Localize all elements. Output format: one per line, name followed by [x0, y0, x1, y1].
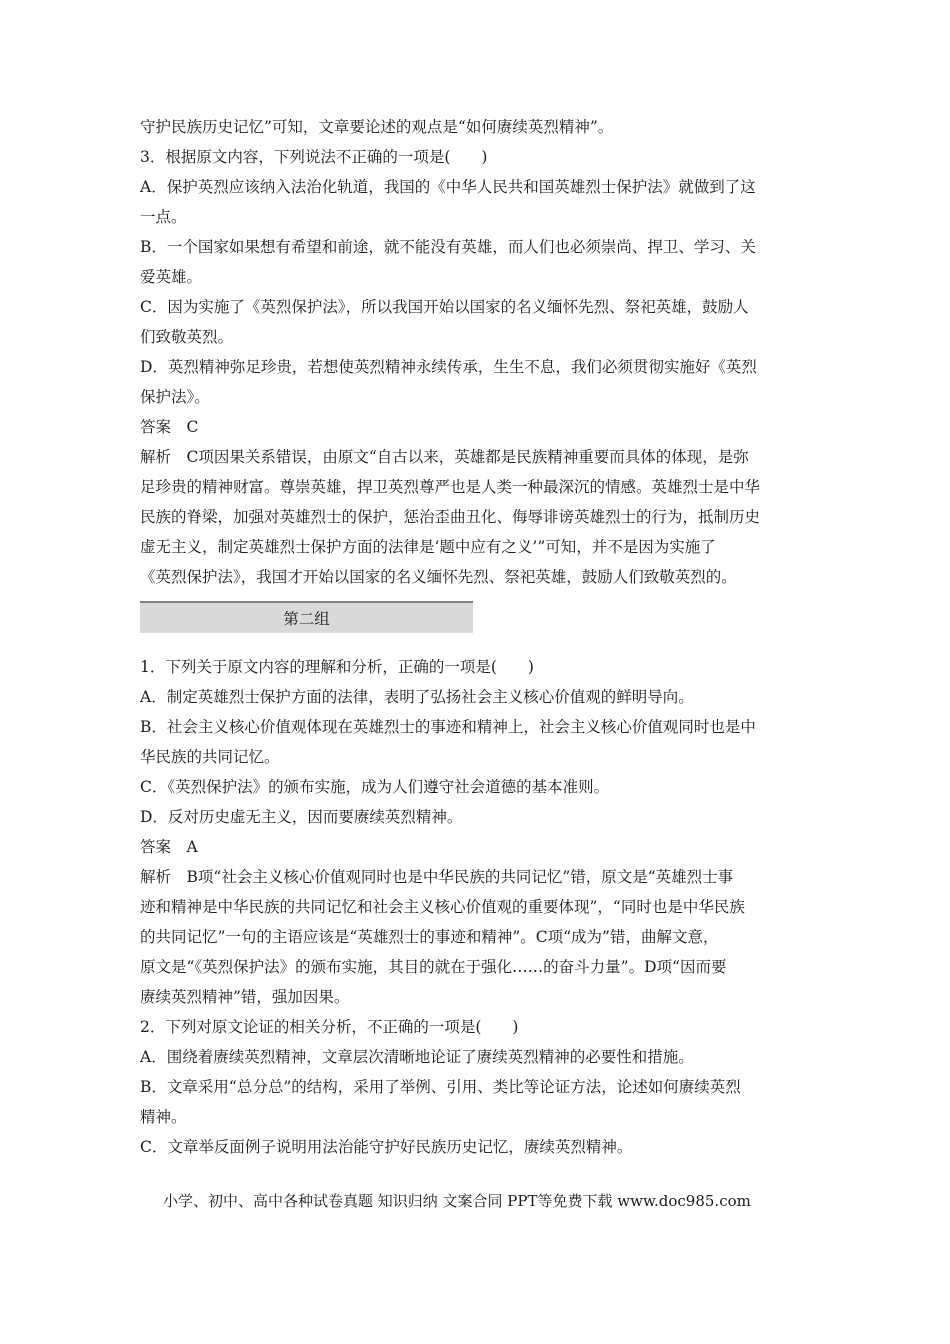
text-line: C．《英烈保护法》的颁布实施，成为人们遵守社会道德的基本准则。: [140, 778, 610, 796]
text-line: B．文章采用“总分总”的结构，采用了举例、引用、类比等论证方法，论述如何赓续英烈: [140, 1078, 741, 1096]
text-line: 守护民族历史记忆”可知，文章要论述的观点是“如何赓续英烈精神”。: [140, 118, 614, 136]
section-header: [140, 601, 473, 633]
text-line: 原文是“《英烈保护法》的颁布实施，其目的就在于强化……的奋斗力量”。D项“因而要: [140, 958, 727, 976]
text-line: C．文章举反面例子说明用法治能守护好民族历史记忆，赓续英烈精神。: [140, 1138, 633, 1156]
text-line: 华民族的共同记忆。: [140, 748, 280, 766]
text-line: 《英烈保护法》，我国才开始以国家的名义缅怀先烈、祭祀英雄，鼓励人们致敬英烈的。: [140, 568, 737, 586]
text-line: C．因为实施了《英烈保护法》，所以我国开始以国家的名义缅怀先烈、祭祀英雄，鼓励人: [140, 298, 749, 316]
question-group-2: [140, 652, 812, 1162]
text-line: 迹和精神是中华民族的共同记忆和社会主义核心价值观的重要体现”，“同时也是中华民族: [140, 898, 745, 916]
text-line: 解析 B项“社会主义核心价值观同时也是中华民族的共同记忆”错，原文是“英雄烈士事: [140, 868, 734, 886]
section-title: 第二组: [283, 610, 330, 628]
text-line: 一点。: [140, 208, 187, 226]
text-line: 赓续英烈精神”错，强加因果。: [140, 988, 350, 1006]
text-line: 精神。: [140, 1108, 187, 1126]
text-line: 足珍贵的精神财富。尊崇英雄，捍卫英烈尊严也是人类一种最深沉的情感。英雄烈士是中华: [140, 478, 761, 496]
text-line: 2．下列对原文论证的相关分析，不正确的一项是( ): [140, 1018, 519, 1036]
text-line: 爱英雄。: [140, 268, 203, 286]
text-line: 解析 C项因果关系错误，由原文“自古以来，英雄都是民族精神重要而具体的体现，是弥: [140, 448, 749, 466]
text-line: D．反对历史虚无主义，因而要赓续英烈精神。: [140, 808, 463, 826]
text-line: 的共同记忆”一句的主语应该是“英雄烈士的事迹和精神”。C项“成为”错，曲解文意，: [140, 928, 719, 946]
text-line: 3．根据原文内容，下列说法不正确的一项是( ): [140, 148, 488, 166]
text-line: 答案 A: [140, 838, 198, 856]
text-line: 保护法》。: [140, 388, 210, 406]
text-line: 答案 C: [140, 418, 199, 436]
text-line: A．保护英烈应该纳入法治化轨道，我国的《中华人民共和国英雄烈士保护法》就做到了这: [140, 178, 756, 196]
text-line: 虚无主义，制定英雄烈士保护方面的法律是‘题中应有之义’”可知，并不是因为实施了: [140, 538, 716, 556]
text-line: D．英烈精神弥足珍贵，若想使英烈精神永续传承，生生不息，我们必须贯彻实施好《英烈: [140, 358, 757, 376]
question-group-1: [140, 112, 812, 592]
text-line: A．围绕着赓续英烈精神，文章层次清晰地论证了赓续英烈精神的必要性和措施。: [140, 1048, 694, 1066]
text-line: B．社会主义核心价值观体现在英雄烈士的事迹和精神上，社会主义核心价值观同时也是中: [140, 718, 756, 736]
document-body: [140, 112, 812, 1162]
text-line: A．制定英雄烈士保护方面的法律，表明了弘扬社会主义核心价值观的鲜明导向。: [140, 688, 694, 706]
text-line: 1．下列关于原文内容的理解和分析，正确的一项是( ): [140, 658, 534, 676]
text-line: 们致敬英烈。: [140, 328, 234, 346]
text-line: 民族的脊梁，加强对英雄烈士的保护，惩治歪曲丑化、侮辱诽谤英雄烈士的行为，抵制历史: [140, 508, 761, 526]
page-footer: 小学、初中、高中各种试卷真题 知识归纳 文案合同 PPT等免费下载 www.doc985.com: [163, 1192, 751, 1210]
text-line: B．一个国家如果想有希望和前途，就不能没有英雄，而人们也必须崇尚、捍卫、学习、关: [140, 238, 756, 256]
